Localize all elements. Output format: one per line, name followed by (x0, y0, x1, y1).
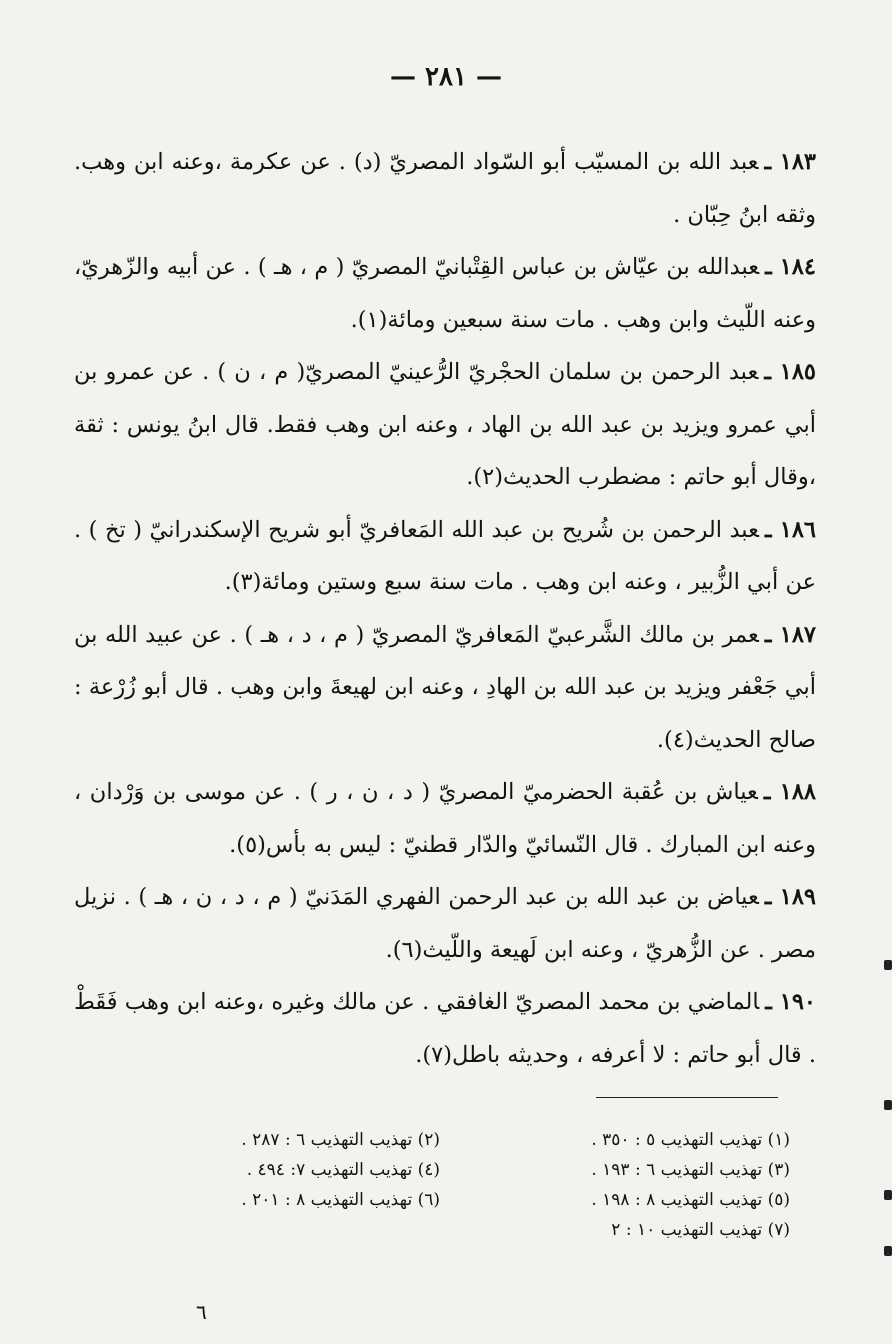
entry-text: عبدالله بن عيّاش بن عباس القِتْبانيّ المصريّ ( م ، هـ ) . عن أبيه والزّهريّ، وعنه اللّيث وابن وهب . مات سنة سبعين ومائة(١). (74, 254, 816, 333)
entry-number: ١٨٥ ـ (764, 359, 816, 385)
entry-number: ١٨٧ ـ (764, 621, 816, 648)
entry-190 (74, 976, 816, 1081)
footnote-5: (٥) تهذيب التهذيب ٨ : ١٩٨ . (591, 1190, 790, 1210)
entry-183 (74, 136, 816, 241)
entry-number: ١٩٠ ـ (765, 989, 816, 1015)
scan-mark (884, 1190, 892, 1200)
footnote-divider (596, 1097, 778, 1098)
entry-184 (74, 241, 816, 346)
entry-number: ١٨٤ ـ (765, 254, 816, 280)
scan-mark (884, 1246, 892, 1256)
entry-186 (74, 504, 816, 609)
entry-number: ١٨٣ ـ (764, 149, 816, 175)
entry-text: الماضي بن محمد المصريّ الغافقي . عن مالك وغيره ،وعنه ابن وهب فَقَطْ . قال أبو حاتم : لا أعرفه ، وحديثه باطل(٧). (74, 989, 816, 1068)
entry-185 (74, 346, 816, 504)
scan-mark (884, 1100, 892, 1110)
footnote-4: (٤) تهذيب التهذيب ٧: ٤٩٤ . (246, 1160, 440, 1180)
footnote-1: (١) تهذيب التهذيب ٥ : ٣٥٠ . (591, 1130, 790, 1150)
entry-187 (74, 609, 816, 767)
body-text (74, 136, 816, 1081)
entry-188 (74, 766, 816, 871)
entry-text: عبد الله بن المسيّب أبو السّواد المصريّ (د) . عن عكرمة ،وعنه ابن وهب. وثقه ابنُ حِبّان . (74, 149, 816, 228)
footnote-3: (٣) تهذيب التهذيب ٦ : ١٩٣ . (591, 1160, 790, 1180)
entry-number: ١٨٦ ـ (764, 516, 816, 543)
entry-number: ١٨٨ ـ (763, 779, 816, 805)
bottom-mark: ٦ (196, 1300, 207, 1324)
footnote-2: (٢) تهذيب التهذيب ٦ : ٢٨٧ . (241, 1130, 440, 1150)
entry-189 (74, 871, 816, 976)
footnotes (90, 1125, 790, 1245)
page-number: — ٢٨١ — (389, 62, 503, 92)
entry-text: عبد الرحمن بن شُريح بن عبد الله المَعافريّ أبو شريح الإسكندرانيّ ( تخ ) . عن أبي الزُّبير ، وعنه ابن وهب . مات سنة سبع وستين ومائة(٣). (74, 516, 816, 595)
entry-text: عياض بن عبد الله بن عبد الرحمن الفهري المَدَنيّ ( م ، د ، ن ، هـ ) . نزيل مصر . عن الزُّهريّ ، وعنه ابن لَهيعة واللّيث(٦). (74, 884, 816, 963)
entry-number: ١٨٩ ـ (764, 884, 816, 910)
footnote-6: (٦) تهذيب التهذيب ٨ : ٢٠١ . (241, 1190, 440, 1210)
scan-mark (884, 960, 892, 970)
entry-text: عياش بن عُقبة الحضرميّ المصريّ ( د ، ن ، ر ) . عن موسى بن وَرْدان ، وعنه ابن المبارك . قال النّسائيّ والدّار قطنيّ : ليس به بأس(٥). (74, 779, 816, 858)
entry-text: عمر بن مالك الشَّرعبيّ المَعافريّ المصريّ ( م ، د ، هـ ) . عن عبيد الله بن أبي جَعْفر ويزيد بن عبد الله بن الهادِ ، وعنه ابن لهيعةَ وابن وهب . قال أبو زُرْعة : صالح الحديث(٤). (74, 621, 816, 753)
entry-text: عبد الرحمن بن سلمان الحجْريّ الرُّعينيّ المصريّ( م ، ن ) . عن عمرو بن أبي عمرو ويزيد بن عبد الله بن الهاد ، وعنه ابن وهب فقط. قال ابنُ يونس : ثقة ،وقال أبو حاتم : مضطرب الحديث(٢). (74, 359, 816, 490)
footnote-7: (٧) تهذيب التهذيب ١٠ : ٢ (611, 1220, 790, 1240)
